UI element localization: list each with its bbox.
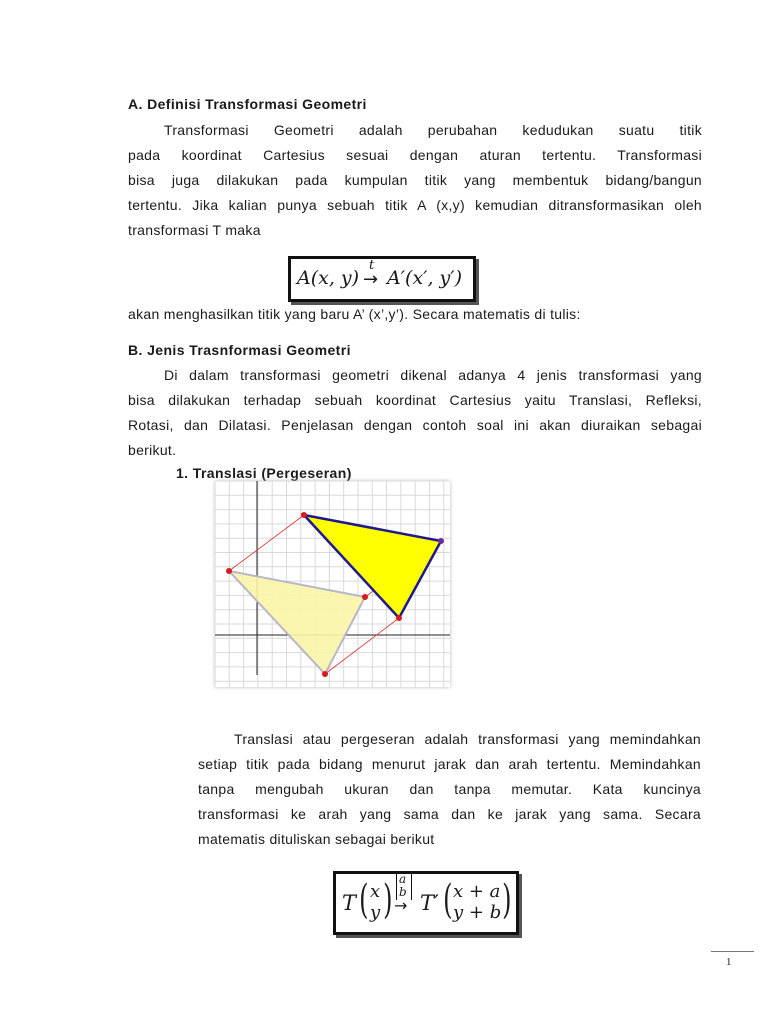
- formula-box-translation: [333, 871, 519, 935]
- formula-y: y: [370, 902, 381, 923]
- arrow-icon: →: [394, 896, 408, 915]
- formula-a: a: [399, 872, 407, 886]
- para-line: tertentu. Jika kalian punya sebuah titik A (x,y) kemudian ditransformasikan oleh: [128, 197, 702, 213]
- formula-box-transformation: [288, 256, 476, 302]
- original-triangle: [229, 571, 365, 674]
- right-paren-icon: ): [502, 877, 512, 923]
- para-line: tanpa mengubah ukuran dan tanpa memutar. Kata kuncinya: [198, 781, 701, 797]
- para-line: Transformasi Geometri adalah perubahan kedudukan suatu titik: [164, 122, 702, 138]
- para-line: bisa juga dilakukan pada kumpulan titik yang membentuk bidang/bangun: [128, 172, 702, 188]
- para-line: pada koordinat Cartesius sesuai dengan aturan tertentu. Transformasi: [128, 147, 702, 163]
- formula-left: A(x, y): [297, 267, 360, 289]
- formula-b: b: [399, 885, 407, 899]
- section-b-paragraph: [128, 363, 702, 463]
- vertex-dot: [362, 594, 368, 600]
- section-a-paragraph: [128, 118, 702, 243]
- vertex-dot: [396, 615, 402, 621]
- vertex-dot: [322, 671, 328, 677]
- translation-diagram: [215, 481, 450, 687]
- para-line: transformasi T maka: [128, 222, 261, 238]
- para-line: Di dalam transformasi geometri dikenal adanya 4 jenis transformasi yang: [164, 367, 702, 383]
- formula-right: A′(x′, y′): [387, 267, 463, 289]
- translasi-heading: 1. Translasi (Pergeseran): [176, 465, 352, 481]
- para-line: Translasi atau pergeseran adalah transformasi yang memindahkan: [234, 731, 701, 747]
- after-formula-text: akan menghasilkan titik yang baru A’ (x’,y’). Secara matematis di tulis:: [128, 306, 581, 322]
- page-number: 1: [726, 956, 732, 968]
- vertex-dot: [301, 512, 307, 518]
- left-paren-icon: (: [359, 877, 369, 923]
- para-line: berikut.: [128, 442, 177, 458]
- section-a-heading: A. Definisi Transformasi Geometri: [128, 96, 367, 112]
- para-line: setiap titik pada bidang menurut jarak dan arah tertentu. Memindahkan: [198, 756, 701, 772]
- formula-arrow-label: t: [369, 258, 375, 273]
- vertex-dot: [226, 568, 232, 574]
- left-paren-icon: (: [443, 877, 453, 923]
- formula-y-plus-b: y + b: [453, 902, 502, 923]
- para-line: bisa dilakukan terhadap sebuah koordinat Cartesius yaitu Translasi, Refleksi,: [128, 392, 702, 408]
- right-paren-icon: ): [383, 877, 393, 923]
- footer-rule: [711, 951, 754, 952]
- formula-x: x: [370, 881, 381, 902]
- translation-diagram-svg: [215, 481, 450, 687]
- para-line: transformasi ke arah yang sama dan ke jarak yang sama. Secara: [198, 806, 701, 822]
- formula-Tprime: T′: [420, 891, 439, 915]
- formula-x-plus-a: x + a: [453, 881, 501, 902]
- translasi-paragraph: [198, 727, 701, 852]
- para-line: Rotasi, dan Dilatasi. Penjelasan dengan contoh soal ini akan diuraikan sebagai: [128, 417, 702, 433]
- section-b-heading: B. Jenis Trasnformasi Geometri: [128, 342, 351, 358]
- para-line: matematis dituliskan sebagai berikut: [198, 831, 435, 847]
- vertex-dot: [438, 538, 444, 544]
- arrow-icon: →: [363, 269, 379, 290]
- formula-T: T: [342, 891, 357, 915]
